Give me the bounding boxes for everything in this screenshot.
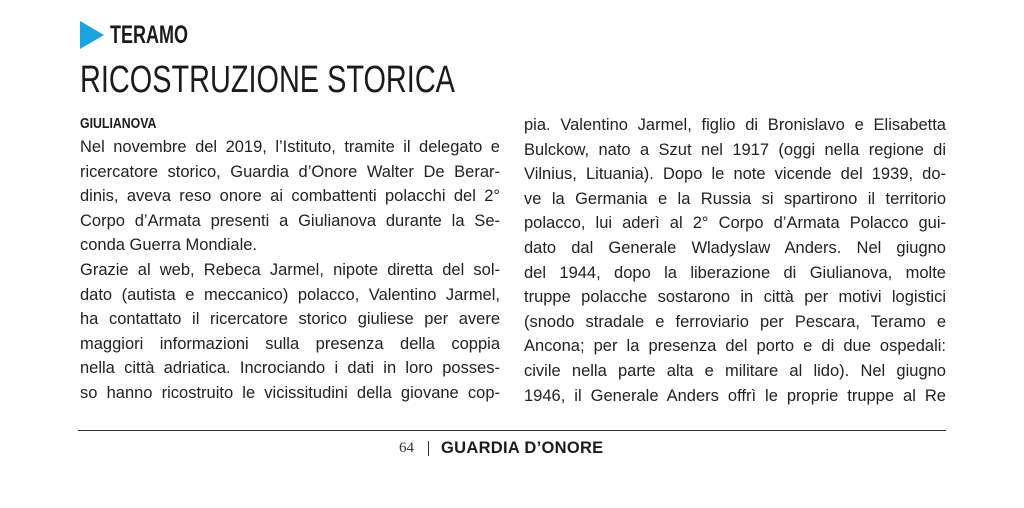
text-line: ve la Germania e la Russia si spartirono il territorio	[524, 189, 946, 208]
text-line: polacco, lui aderì al 2° Corpo d’Armata Polacco gui-	[524, 214, 946, 233]
text-line: Corpo d’Armata presenti a Giulianova durante la Se-	[80, 211, 500, 230]
article-column-right	[524, 113, 946, 408]
text-line: (snodo stradale e ferroviario per Pescara, Teramo e	[524, 312, 946, 331]
text-line: truppe polacche sostarono in città per motivi logistici	[524, 288, 946, 307]
section-name: TERAMO	[110, 20, 188, 49]
text-line: dato (autista e meccanico) polacco, Valentino Jarmel,	[80, 285, 500, 304]
article-column-left	[80, 113, 500, 406]
text-line: Ancona; per la presenza del porto e di due ospedali:	[524, 337, 946, 356]
text-line: maggiori informazioni sulla presenza della coppia	[80, 334, 500, 353]
triangle-right-icon	[80, 21, 104, 49]
text-line: Nel novembre del 2019, l’Istituto, tramite il delegato e	[80, 138, 500, 156]
page-footer	[399, 438, 603, 458]
text-line: pia. Valentino Jarmel, figlio di Bronislavo e Elisabetta	[524, 116, 946, 134]
text-line: nella città adriatica. Incrociando i dati in loro posses-	[80, 359, 500, 378]
text-line: ha contattato il ricercatore storico giuliese per avere	[80, 310, 500, 329]
text-line: ricercatore storico, Guardia d’Onore Walter De Berar-	[80, 162, 500, 181]
text-line: dato dal Generale Wladyslaw Anders. Nel giugno	[524, 238, 946, 257]
text-line: dinis, aveva reso onore ai combattenti polacchi del 2°	[80, 187, 500, 206]
text-line: Vilnius, Lituania). Dopo le note vicende del 1939, do-	[524, 165, 946, 184]
article-location: GIULIANOVA	[80, 116, 157, 132]
text-line: so hanno ricostruito le vicissitudini della giovane cop-	[80, 383, 500, 402]
text-line: del 1944, dopo la liberazione di Giulianova, molte	[524, 263, 946, 282]
section-header	[80, 18, 218, 52]
footer-separator	[428, 441, 429, 456]
text-line: Bulckow, nato a Szut nel 1917 (oggi nella regione di	[524, 140, 946, 159]
text-line: 1946, il Generale Anders offrì le proprie truppe al Re	[524, 386, 946, 405]
page-title: RICOSTRUZIONE STORICA	[80, 59, 455, 101]
text-line: conda Guerra Mondiale.	[80, 236, 258, 255]
text-line: civile nella parte alta e militare al lido). Nel giugno	[524, 361, 946, 380]
text-line: Grazie al web, Rebeca Jarmel, nipote diretta del sol-	[80, 260, 500, 279]
footer-rule	[78, 430, 946, 431]
page-number: 64	[399, 439, 414, 456]
publication-name: GUARDIA D’ONORE	[441, 438, 604, 457]
